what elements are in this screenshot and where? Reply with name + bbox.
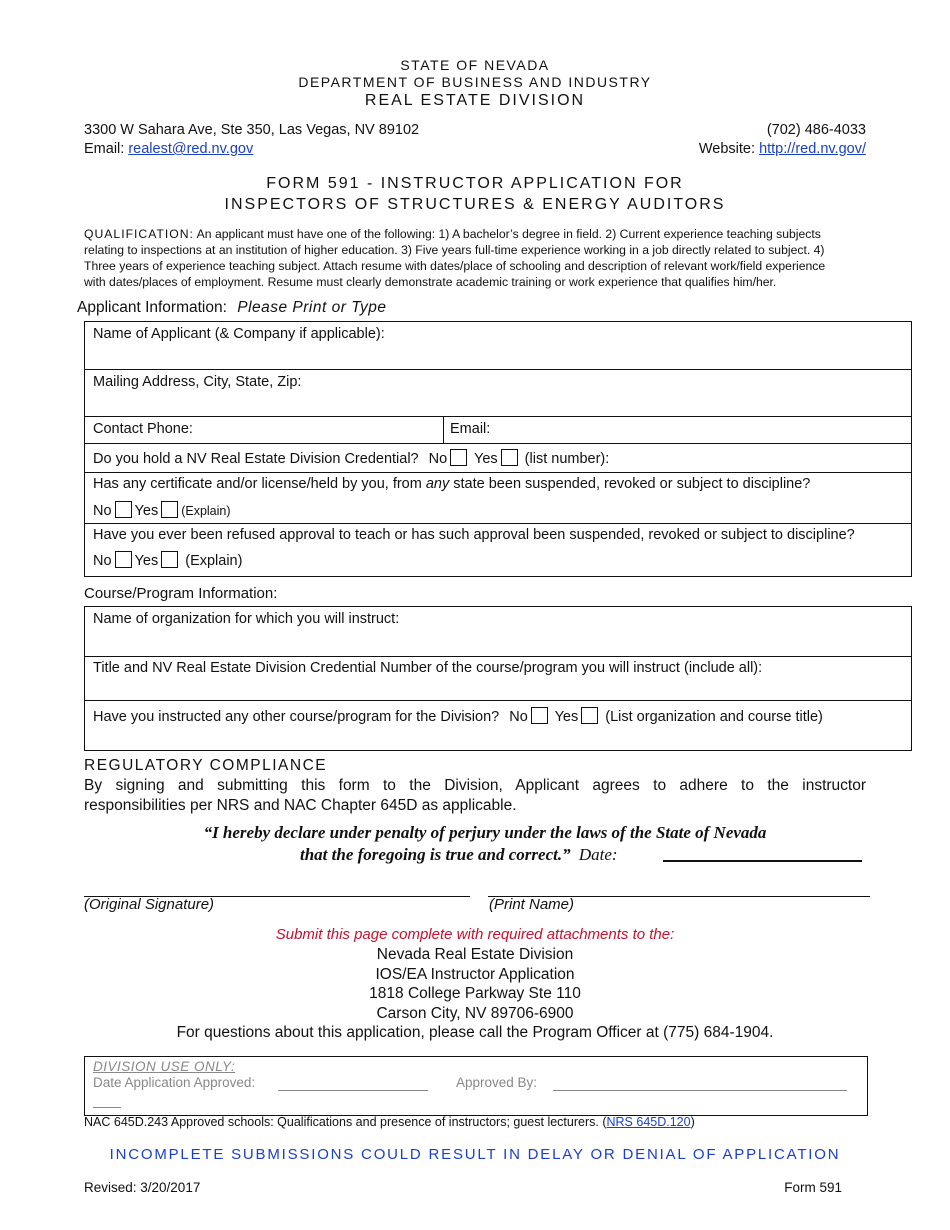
other-course-list-org: (List organization and course title)	[605, 709, 823, 725]
refused-options	[93, 551, 242, 569]
date-signature-line[interactable]	[663, 860, 862, 862]
refused-explain: (Explain)	[185, 553, 243, 569]
other-course-yes-label: Yes	[554, 709, 579, 725]
email-label: Email:	[84, 141, 125, 157]
submit-address-line4: Carson City, NV 89706-6900	[376, 1004, 574, 1022]
organization-row[interactable]	[85, 607, 911, 657]
discipline-question	[93, 476, 810, 492]
division-phone: (702) 486-4033	[766, 122, 866, 138]
nrs-link[interactable]: NRS 645D.120	[606, 1115, 691, 1129]
form-number: Form 591	[784, 1180, 842, 1195]
discipline-question-post: state been suspended, revoked or subject to discipline?	[453, 476, 811, 492]
other-course-no-label: No	[509, 709, 528, 725]
credential-no-checkbox[interactable]	[450, 449, 467, 466]
contact-phone-cell[interactable]	[85, 417, 444, 443]
mailing-address-row[interactable]	[85, 370, 911, 417]
course-title-row[interactable]	[85, 657, 911, 701]
submit-questions: For questions about this application, please call the Program Officer at (775) 684-1904.	[176, 1024, 774, 1041]
nac-text: NAC 645D.243 Approved schools: Qualifications and presence of instructors; guest lecturers. (	[84, 1115, 607, 1129]
contact-email-label: Email:	[450, 421, 491, 437]
discipline-no-checkbox[interactable]	[115, 501, 132, 518]
compliance-text	[84, 776, 866, 816]
credential-row	[85, 444, 911, 473]
applicant-name-label: Name of Applicant (& Company if applicable):	[93, 326, 385, 342]
compliance-heading: REGULATORY COMPLIANCE	[84, 757, 328, 774]
date-approved-line[interactable]	[278, 1090, 428, 1091]
other-course-row	[85, 701, 911, 750]
contact-email-cell[interactable]	[444, 417, 911, 443]
nac-reference	[84, 1115, 695, 1129]
submit-address-line2: IOS/EA Instructor Application	[375, 965, 575, 983]
refused-yes-label: Yes	[134, 553, 159, 569]
mailing-address-label: Mailing Address, City, State, Zip:	[93, 374, 302, 390]
credential-yes-label: Yes	[473, 451, 498, 467]
declaration-line2-text: that the foregoing is true and correct.”	[300, 845, 571, 864]
submit-address-line3: 1818 College Parkway Ste 110	[369, 985, 581, 1002]
submit-address-line1: Nevada Real Estate Division	[376, 946, 574, 963]
other-course-no-checkbox[interactable]	[531, 707, 548, 724]
qualification-line3: Three years of experience teaching subject. Attach resume with dates/place of schooling and description of relevant work/field experience	[84, 259, 826, 273]
course-table	[84, 606, 912, 751]
division-name: REAL ESTATE DIVISION	[364, 92, 586, 109]
qualification-label: QUALIFICATION:	[84, 227, 194, 241]
applicant-section-label: Applicant Information:	[77, 299, 227, 316]
qualification-line2: relating to inspections at an institution of higher education. 3) Five years full-time experience working in a job directly related to subject. 4)	[84, 243, 825, 257]
other-course-yes-checkbox[interactable]	[581, 707, 598, 724]
submit-instruction: Submit this page complete with required attachments to the:	[275, 926, 675, 943]
qualification-line1: An applicant must have one of the following: 1) A bachelor’s degree in field. 2) Current experience teaching subjects	[196, 227, 821, 241]
website-line	[699, 141, 866, 157]
qualification-text	[84, 226, 874, 290]
website-label: Website:	[698, 141, 756, 157]
applicant-section-hint: Please Print or Type	[237, 299, 387, 316]
applicant-section-heading	[77, 299, 387, 317]
credential-question	[93, 449, 609, 467]
discipline-question-pre: Has any certificate and/or license/held by you, from	[93, 476, 422, 492]
discipline-yes-label: Yes	[134, 503, 159, 519]
department-name: DEPARTMENT OF BUSINESS AND INDUSTRY	[298, 74, 652, 90]
organization-label: Name of organization for which you will instruct:	[93, 611, 400, 627]
applicant-table	[84, 321, 912, 577]
website-link[interactable]: http://red.nv.gov/	[759, 141, 866, 157]
division-use-heading: DIVISION USE ONLY:	[93, 1059, 236, 1074]
compliance-line2: responsibilities per NRS and NAC Chapter 645D as applicable.	[84, 797, 517, 814]
email-link[interactable]: realest@red.nv.gov	[128, 141, 254, 157]
refused-no-checkbox[interactable]	[115, 551, 132, 568]
form-title-line2: INSPECTORS OF STRUCTURES & ENERGY AUDITORS	[224, 196, 726, 213]
qualification-line4: with dates/places of employment. Resume must clearly demonstrate academic training or work experience that qualifies him/her.	[84, 275, 777, 289]
declaration-line1: “I hereby declare under penalty of perjury under the laws of the State of Nevada	[203, 823, 767, 842]
compliance-line1: By signing and submitting this form to the Division, Applicant agrees to adhere to the instructor	[84, 777, 866, 794]
discipline-options	[93, 501, 231, 519]
other-course-question-text: Have you instructed any other course/program for the Division?	[93, 709, 500, 725]
discipline-yes-checkbox[interactable]	[161, 501, 178, 518]
refused-yes-checkbox[interactable]	[161, 551, 178, 568]
nac-close: )	[690, 1115, 695, 1129]
refused-no-label: No	[93, 553, 112, 569]
form-title-line1: FORM 591 - INSTRUCTOR APPLICATION FOR	[266, 175, 684, 192]
refused-question: Have you ever been refused approval to teach or has such approval been suspended, revoked or subject to discipline?	[93, 527, 855, 543]
submit-address	[0, 945, 950, 1043]
credential-list-number: (list number):	[524, 451, 610, 467]
contact-row	[85, 417, 911, 444]
state-name: STATE OF NEVADA	[400, 57, 550, 73]
discipline-explain: (Explain)	[181, 504, 231, 518]
credential-no-label: No	[428, 451, 448, 467]
approved-by-label: Approved By:	[456, 1075, 538, 1090]
contact-phone-label: Contact Phone:	[93, 421, 193, 437]
incomplete-warning: INCOMPLETE SUBMISSIONS COULD RESULT IN DELAY OR DENIAL OF APPLICATION	[109, 1146, 841, 1163]
declaration-date-label: Date:	[578, 845, 618, 864]
applicant-name-row[interactable]	[85, 322, 911, 370]
approved-by-line[interactable]	[553, 1090, 847, 1091]
division-use-short-line	[93, 1107, 121, 1108]
course-title-label: Title and NV Real Estate Division Credential Number of the course/program you will instruct (include all):	[93, 660, 763, 676]
course-section-label: Course/Program Information:	[84, 585, 278, 602]
email-line	[84, 141, 253, 157]
revised-date: Revised: 3/20/2017	[84, 1180, 201, 1195]
credential-question-text: Do you hold a NV Real Estate Division Credential?	[93, 451, 419, 467]
signature-label: (Original Signature)	[84, 896, 215, 913]
discipline-no-label: No	[93, 503, 112, 519]
credential-yes-checkbox[interactable]	[501, 449, 518, 466]
date-approved-label: Date Application Approved:	[93, 1075, 256, 1090]
print-name-label: (Print Name)	[489, 896, 575, 913]
discipline-question-any: any	[425, 476, 450, 492]
division-use-box	[84, 1056, 868, 1116]
other-course-question	[93, 707, 823, 725]
division-address: 3300 W Sahara Ave, Ste 350, Las Vegas, NV 89102	[84, 122, 420, 138]
declaration-line2	[300, 845, 618, 865]
discipline-row	[85, 473, 911, 524]
refused-row	[85, 524, 911, 576]
